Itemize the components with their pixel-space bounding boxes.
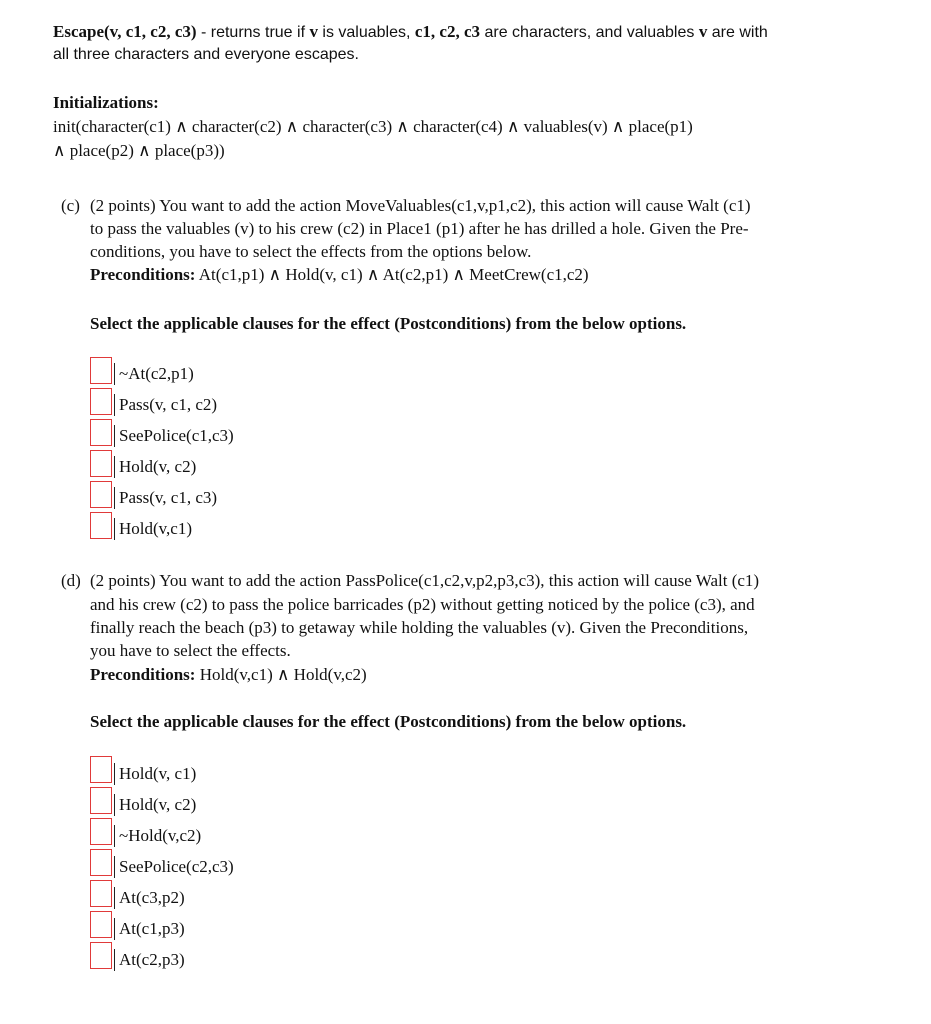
part-d-option-5: At(c3,p2) [114, 887, 185, 909]
part-c-text-line1: (2 points) You want to add the action MoveValuables(c1,v,p1,c2), this action will cause Walt (c1) [90, 196, 751, 215]
part-d-checkbox-6[interactable] [90, 911, 112, 938]
initializations-line1: init(character(c1) ∧ character(c2) ∧ character(c3) ∧ character(c4) ∧ valuables(v) ∧ place(p1) [53, 117, 693, 136]
part-c-checkbox-4[interactable] [90, 450, 112, 477]
part-c-preconditions-value: At(c1,p1) ∧ Hold(v, c1) ∧ At(c2,p1) ∧ MeetCrew(c1,c2) [195, 265, 589, 284]
escape-definition-line1: Escape(v, c1, c2, c3) - returns true if v is valuables, c1, c2, c3 are characters, and valuables v are with [53, 22, 768, 41]
part-d-preconditions-label: Preconditions: [90, 665, 196, 684]
part-d-preconditions-value: Hold(v,c1) ∧ Hold(v,c2) [195, 665, 367, 684]
part-c-preconditions [90, 264, 589, 286]
part-d-preconditions [90, 664, 367, 686]
part-c-checkbox-5[interactable] [90, 481, 112, 508]
initializations-line2: ∧ place(p2) ∧ place(p3)) [53, 141, 225, 160]
part-c-checkbox-3[interactable] [90, 419, 112, 446]
part-c-checkbox-1[interactable] [90, 357, 112, 384]
part-d-option-1: Hold(v, c1) [114, 763, 196, 785]
part-d-checkbox-3[interactable] [90, 818, 112, 845]
part-c-option-2: Pass(v, c1, c2) [114, 394, 217, 416]
part-c-option-6: Hold(v,c1) [114, 518, 192, 540]
part-d-checkbox-7[interactable] [90, 942, 112, 969]
part-c-option-5: Pass(v, c1, c3) [114, 487, 217, 509]
part-d-checkbox-1[interactable] [90, 756, 112, 783]
part-c-preconditions-label: Preconditions: [90, 265, 196, 284]
part-d-text-line1: (2 points) You want to add the action PassPolice(c1,c2,v,p2,p3,c3), this action will cause Walt (c1) [90, 571, 760, 590]
part-c-option-3: SeePolice(c1,c3) [114, 425, 234, 447]
part-d-option-2: Hold(v, c2) [114, 794, 196, 816]
part-d-text-line4: you have to select the effects. [90, 641, 291, 660]
part-d-select-prompt: Select the applicable clauses for the effect (Postconditions) from the below options. [90, 712, 687, 731]
part-d-option-4: SeePolice(c2,c3) [114, 856, 234, 878]
part-c-option-4: Hold(v, c2) [114, 456, 196, 478]
part-d-checkbox-4[interactable] [90, 849, 112, 876]
part-d-label: (d) [61, 571, 81, 590]
part-c-text-line2: to pass the valuables (v) to his crew (c2) in Place1 (p1) after he has drilled a hole. Given the Pre- [90, 219, 749, 238]
part-d-option-7: At(c2,p3) [114, 949, 185, 971]
part-c-select-prompt: Select the applicable clauses for the effect (Postconditions) from the below options. [90, 314, 687, 333]
part-d-option-3: ~Hold(v,c2) [114, 825, 201, 847]
part-d-checkbox-5[interactable] [90, 880, 112, 907]
part-d-text-line3: finally reach the beach (p3) to getaway while holding the valuables (v). Given the Preconditions, [90, 618, 749, 637]
part-c-checkbox-6[interactable] [90, 512, 112, 539]
part-c-option-1: ~At(c2,p1) [114, 363, 194, 385]
part-d-checkbox-2[interactable] [90, 787, 112, 814]
part-c-text-line3: conditions, you have to select the effects from the options below. [90, 242, 532, 261]
part-c-checkbox-2[interactable] [90, 388, 112, 415]
part-d-text-line2: and his crew (c2) to pass the police barricades (p2) without getting noticed by the police (c3), and [90, 595, 755, 614]
initializations-heading: Initializations: [53, 93, 159, 112]
part-d-option-6: At(c1,p3) [114, 918, 185, 940]
part-c-label: (c) [61, 196, 80, 215]
escape-signature: Escape(v, c1, c2, c3) [53, 22, 197, 41]
escape-definition-line2: all three characters and everyone escapes. [53, 46, 359, 63]
